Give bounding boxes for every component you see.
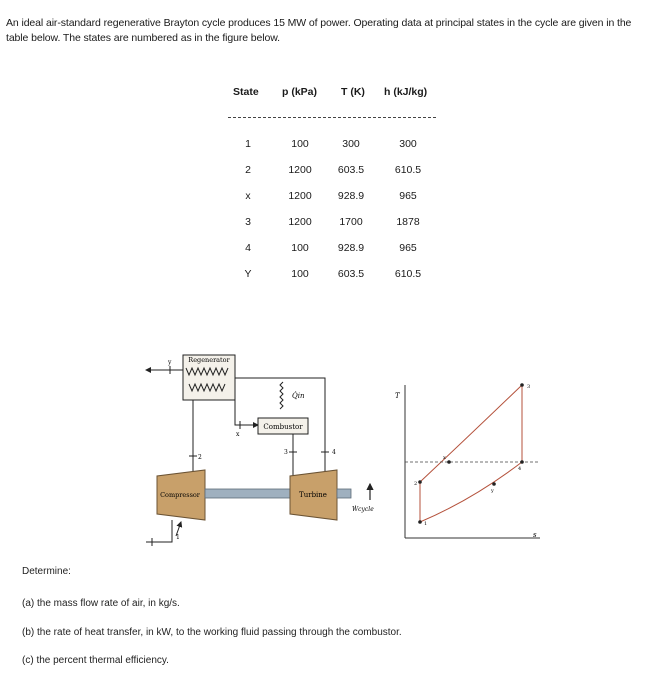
state-2-label: 2 (198, 454, 202, 461)
header-enthalpy: h (kJ/kg) (384, 86, 428, 98)
header-temperature: T (K) (341, 86, 365, 98)
combustor-label: Combustor (263, 423, 303, 431)
cell-temperature: 603.5 (337, 164, 365, 176)
cell-state: x (245, 190, 251, 202)
cell-pressure: 100 (291, 242, 309, 254)
ts-label-3: 3 (527, 384, 531, 390)
state-y-label: y (168, 359, 172, 366)
header-state: State (233, 86, 259, 98)
ts-point-y (492, 482, 496, 486)
state-x-label: x (236, 431, 240, 438)
question-b: (b) the rate of heat transfer, in kW, to the working fluid passing through the combustor. (22, 627, 402, 638)
cell-state: 2 (245, 164, 251, 176)
ts-point-x (447, 460, 451, 464)
cell-enthalpy: 1878 (396, 216, 420, 228)
ts-s-label: s (533, 531, 537, 539)
heat-input-icon (280, 382, 283, 409)
cell-state: Y (244, 268, 252, 280)
output-shaft (337, 489, 351, 498)
cell-enthalpy: 610.5 (394, 164, 422, 176)
regenerator (183, 355, 235, 400)
cell-temperature: 603.5 (337, 268, 365, 280)
ts-t-label: T (395, 392, 400, 400)
state-1-label: 1 (176, 534, 180, 541)
ts-label-2: 2 (414, 481, 418, 487)
shaft (205, 489, 290, 498)
determine-label: Determine: (22, 566, 71, 577)
compressor-label: Compressor (160, 491, 200, 499)
ts-point-4 (520, 460, 524, 464)
ts-point-3 (520, 383, 524, 387)
ts-label-1: 1 (424, 521, 428, 527)
cell-temperature: 928.9 (337, 190, 365, 202)
cell-pressure: 100 (291, 268, 309, 280)
ts-process-2-3 (420, 385, 522, 482)
ts-process-4-1 (420, 462, 522, 522)
cell-temperature: 1700 (339, 216, 363, 228)
state-x-line (235, 390, 258, 425)
question-c: (c) the percent thermal efficiency. (22, 655, 169, 666)
ts-point-2 (418, 480, 422, 484)
cell-state: 4 (245, 242, 251, 254)
heat-input-label: Q̇in (292, 392, 305, 400)
ts-label-x: x (443, 455, 446, 461)
cell-pressure: 1200 (288, 216, 312, 228)
cell-enthalpy: 965 (399, 242, 417, 254)
ts-label-y: y (491, 488, 494, 494)
cell-pressure: 1200 (288, 164, 312, 176)
header-pressure: p (kPa) (282, 86, 318, 98)
cell-state: 3 (245, 216, 251, 228)
compressor (157, 470, 205, 520)
cell-pressure: 1200 (288, 190, 312, 202)
state-3-label: 3 (284, 449, 288, 456)
problem-statement: An ideal air-standard regenerative Brayton cycle produces 15 MW of power. Operating data at principal states in the cycle are given in the table below. The states are numbered as in the figure below. (6, 17, 632, 44)
combustor (258, 418, 308, 434)
question-a: (a) the mass flow rate of air, in kg/s. (22, 598, 180, 609)
work-output-label: Ẇcycle (352, 506, 374, 513)
cell-pressure: 100 (291, 138, 309, 150)
cell-enthalpy: 610.5 (394, 268, 422, 280)
regenerator-label: Regenerator (188, 356, 230, 364)
ts-diagram (395, 383, 540, 539)
turbine-label: Turbine (299, 491, 327, 499)
cell-state: 1 (245, 138, 251, 150)
cell-enthalpy: 300 (399, 138, 417, 150)
turbine (290, 470, 337, 520)
inlet-line (146, 520, 172, 542)
cell-temperature: 928.9 (337, 242, 365, 254)
state-4-label: 4 (332, 449, 336, 456)
cell-enthalpy: 965 (399, 190, 417, 202)
cell-temperature: 300 (342, 138, 360, 150)
ts-point-1 (418, 520, 422, 524)
ts-label-4: 4 (518, 466, 522, 472)
